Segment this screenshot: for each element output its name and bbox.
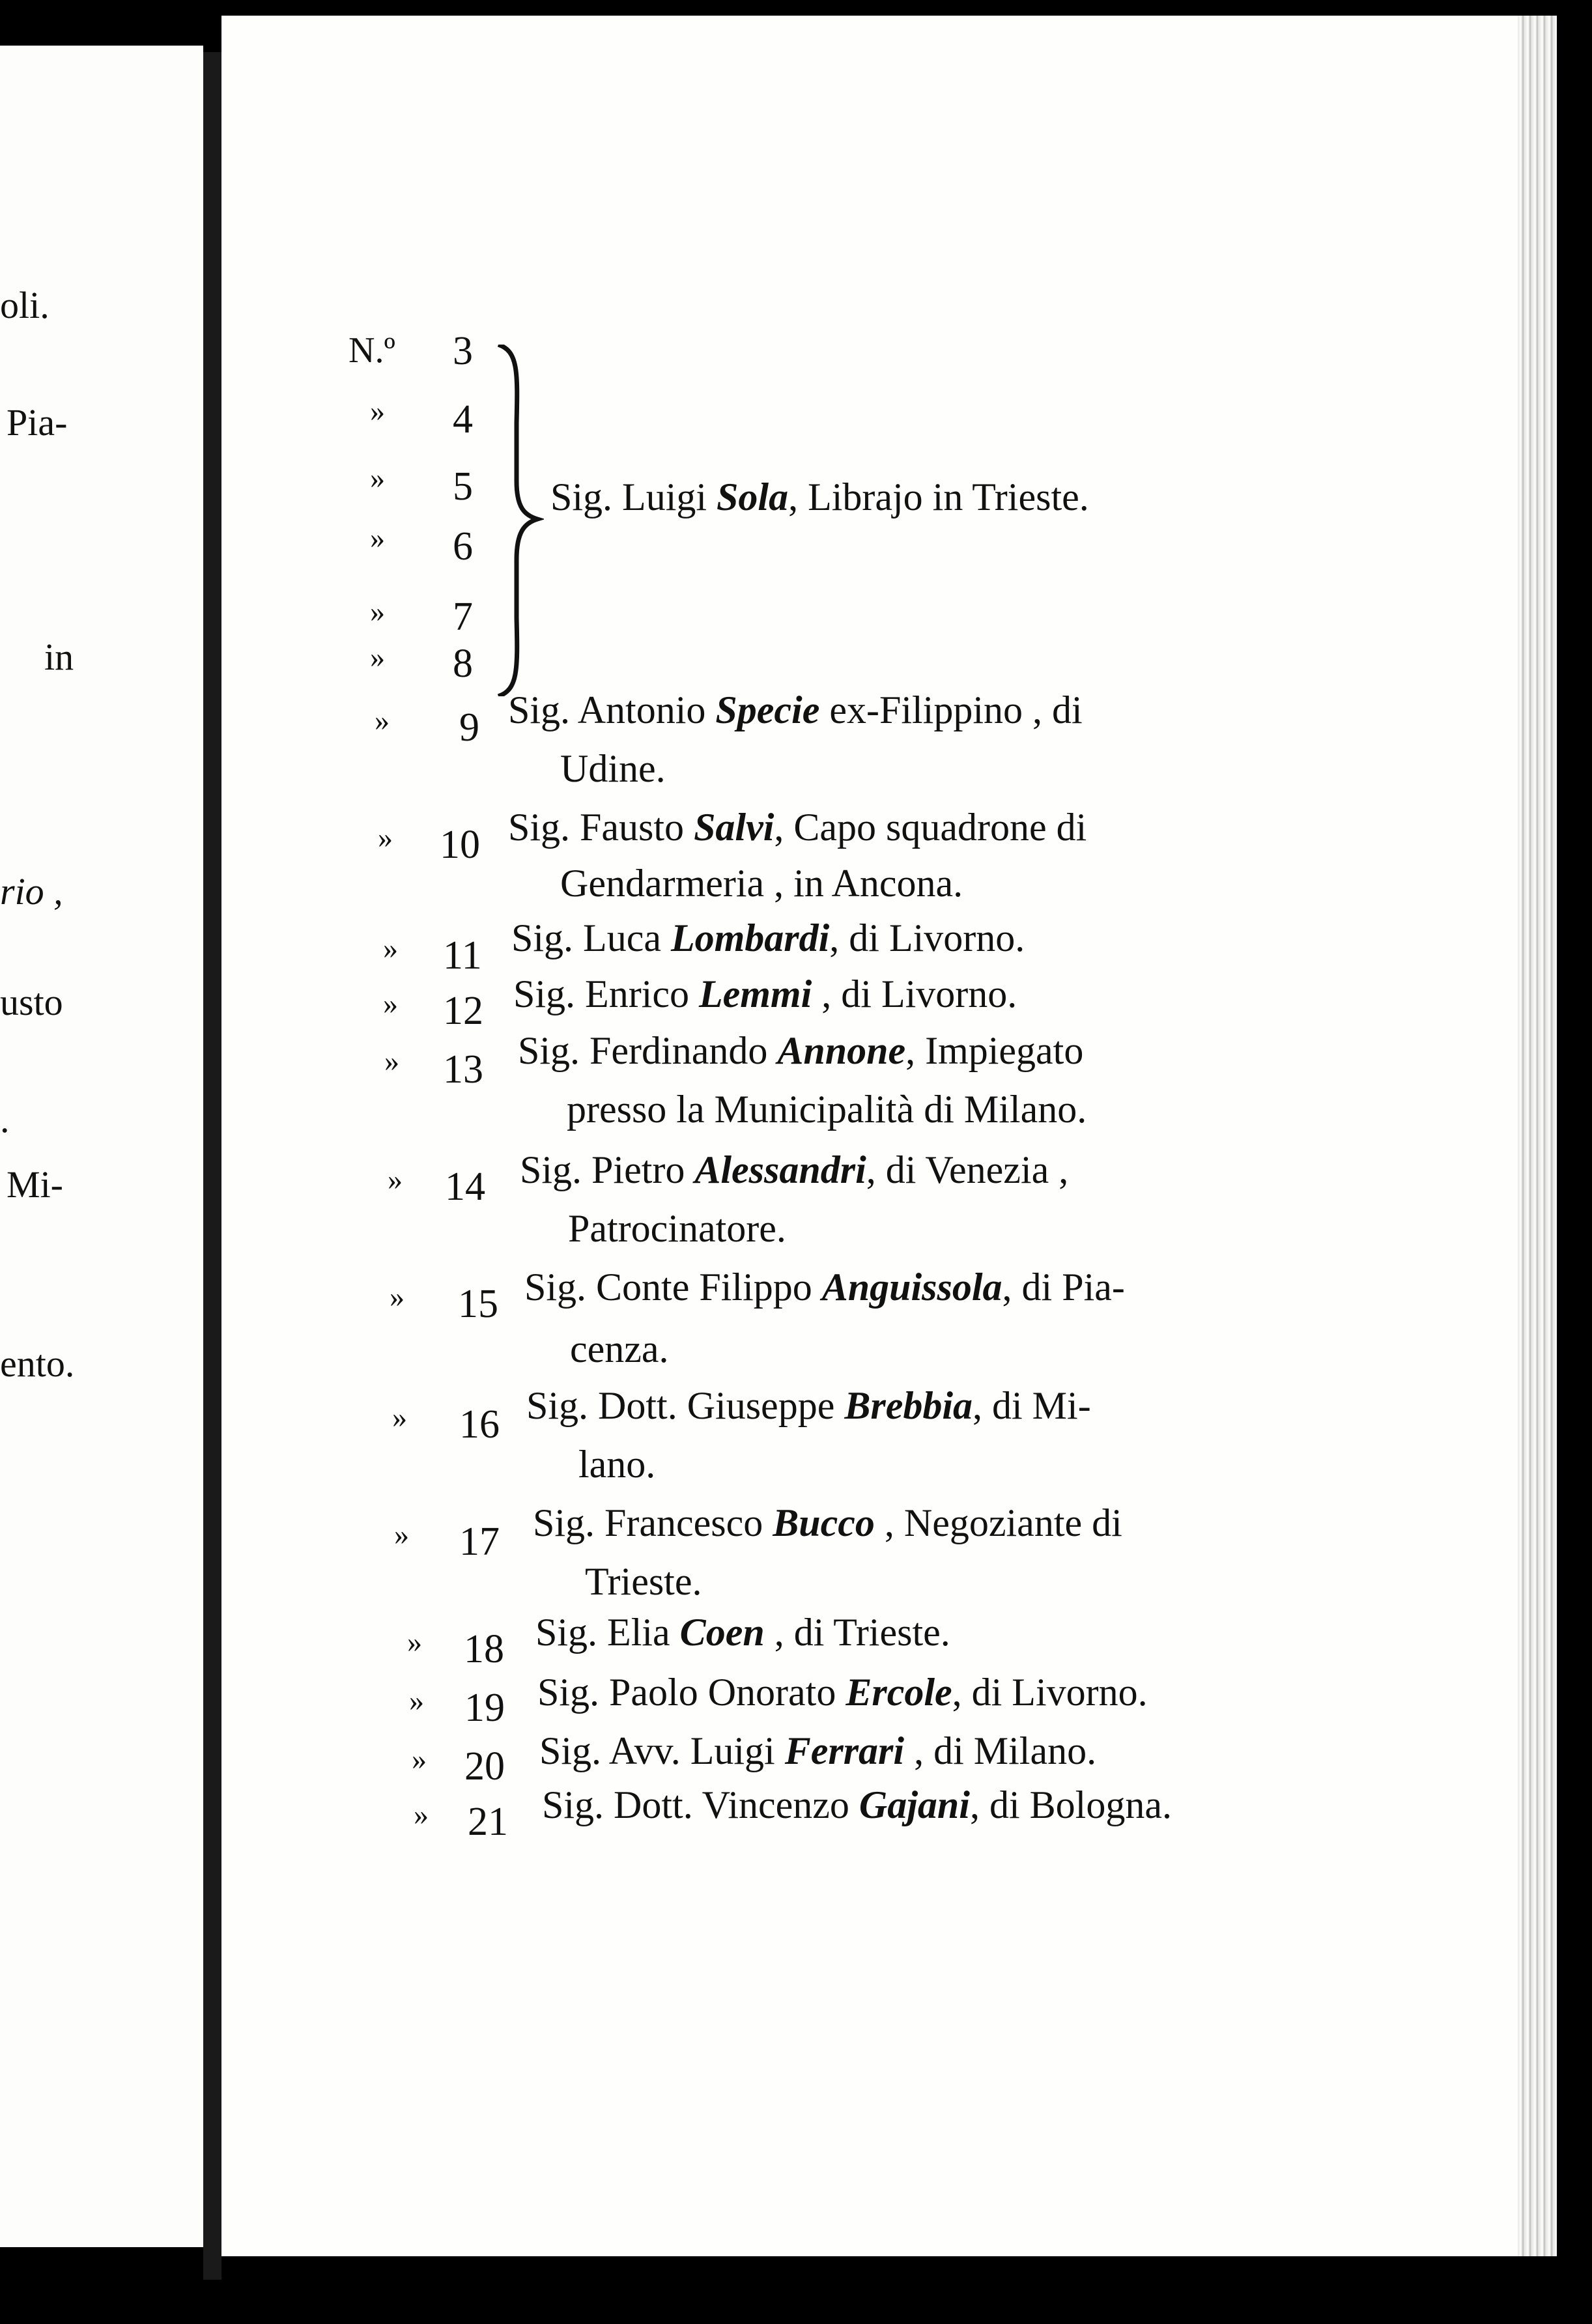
entry-number: 11	[443, 933, 482, 978]
ditto-mark: »	[407, 1625, 421, 1658]
ditto-mark: »	[392, 1400, 406, 1434]
entry-continuation: Gendarmeria , in Ancona.	[560, 862, 963, 905]
surname: Alessandri	[694, 1148, 866, 1191]
left-fragment: ento.	[0, 1342, 75, 1385]
ditto-mark: »	[414, 1798, 427, 1831]
ditto-mark: »	[384, 1044, 398, 1077]
surname: Specie	[715, 688, 820, 731]
entry-text: Sig. Luigi Sola, Librajo in Trieste.	[550, 475, 1089, 518]
left-fragment: Mi-	[7, 1163, 63, 1206]
ditto-mark: »	[388, 1163, 401, 1196]
entry-continuation: lano.	[578, 1443, 656, 1486]
entry-text: Sig. Fausto Salvi, Capo squadrone di	[508, 806, 1087, 849]
ditto-mark: »	[390, 1280, 403, 1313]
entry-number: 13	[443, 1047, 483, 1092]
surname: Gajani	[859, 1783, 970, 1826]
entry-number: 5	[453, 464, 473, 509]
surname: Ercole	[846, 1671, 952, 1714]
surname: Ferrari	[784, 1729, 905, 1772]
ditto-mark: »	[370, 595, 384, 628]
entry-number: 17	[459, 1520, 500, 1564]
entry-number: 19	[464, 1686, 505, 1730]
ditto-mark: »	[370, 461, 384, 494]
surname: Anguissola	[821, 1266, 1002, 1309]
entry-number: 10	[440, 823, 480, 867]
entry-number: 3	[453, 329, 473, 373]
surname: Sola	[717, 475, 789, 518]
ditto-mark: »	[370, 521, 384, 554]
surname: Annone	[777, 1029, 906, 1072]
entry-text: Sig. Enrico Lemmi , di Livorno.	[513, 972, 1017, 1015]
left-fragment: in	[44, 636, 74, 678]
grouping-brace	[492, 345, 544, 696]
entry-text: Sig. Francesco Bucco , Negoziante di	[533, 1501, 1122, 1544]
left-fragment: rio ,	[0, 870, 63, 913]
entry-text: Sig. Paolo Onorato Ercole, di Livorno.	[537, 1671, 1148, 1714]
entry-number: 15	[458, 1282, 498, 1326]
list-label: N.º	[348, 330, 395, 371]
entry-number: 12	[443, 989, 483, 1033]
entry-text: Sig. Ferdinando Annone, Impiegato	[518, 1029, 1084, 1072]
entry-text: Sig. Dott. Vincenzo Gajani, di Bologna.	[542, 1783, 1172, 1826]
left-fragment: .	[0, 1098, 10, 1141]
entry-continuation: Patrocinatore.	[568, 1207, 786, 1250]
entry-number: 16	[459, 1402, 500, 1447]
entry-number: 9	[459, 705, 479, 750]
ditto-mark: »	[370, 640, 384, 673]
book-gutter	[203, 52, 221, 2280]
ditto-mark: »	[383, 931, 397, 965]
ditto-mark: »	[378, 821, 391, 854]
entry-text: Sig. Conte Filippo Anguissola, di Pia-	[524, 1266, 1125, 1309]
right-page	[221, 16, 1524, 2256]
entry-text: Sig. Dott. Giuseppe Brebbia, di Mi-	[526, 1384, 1091, 1427]
entry-continuation: Udine.	[560, 747, 666, 790]
ditto-mark: »	[370, 394, 384, 427]
entry-number: 21	[468, 1800, 508, 1844]
page-edge	[1518, 16, 1557, 2256]
entry-number: 4	[453, 397, 473, 442]
surname: Coen	[679, 1611, 765, 1654]
entry-number: 14	[445, 1165, 485, 1209]
entry-number: 8	[453, 642, 473, 686]
ditto-mark: »	[383, 987, 397, 1020]
surname: Salvi	[694, 806, 775, 849]
left-fragment: oli.	[0, 284, 50, 326]
ditto-mark: »	[375, 703, 388, 737]
left-fragment: usto	[0, 981, 63, 1023]
ditto-mark: »	[394, 1518, 408, 1551]
surname: Brebbia	[844, 1384, 973, 1427]
entry-continuation: presso la Municipalità di Milano.	[567, 1088, 1087, 1131]
entry-number: 20	[464, 1744, 505, 1789]
entry-number: 6	[453, 524, 473, 569]
ditto-mark: »	[409, 1684, 423, 1717]
entry-text: Sig. Luca Lombardi, di Livorno.	[511, 916, 1025, 959]
left-page-margin	[0, 46, 203, 2247]
entry-text: Sig. Antonio Specie ex-Filippino , di	[508, 688, 1083, 731]
left-fragment: Pia-	[7, 401, 68, 444]
surname: Lombardi	[670, 916, 830, 959]
surname: Lemmi	[698, 972, 812, 1015]
entry-number: 7	[453, 595, 473, 639]
entry-continuation: Trieste.	[585, 1560, 702, 1603]
subscriber-list	[221, 16, 1524, 2256]
entry-text: Sig. Pietro Alessandri, di Venezia ,	[520, 1148, 1069, 1191]
entry-text: Sig. Elia Coen , di Trieste.	[535, 1611, 950, 1654]
surname: Bucco	[773, 1501, 875, 1544]
entry-number: 18	[464, 1627, 504, 1671]
entry-text: Sig. Avv. Luigi Ferrari , di Milano.	[539, 1729, 1097, 1772]
entry-continuation: cenza.	[570, 1327, 669, 1370]
ditto-mark: »	[412, 1742, 425, 1776]
